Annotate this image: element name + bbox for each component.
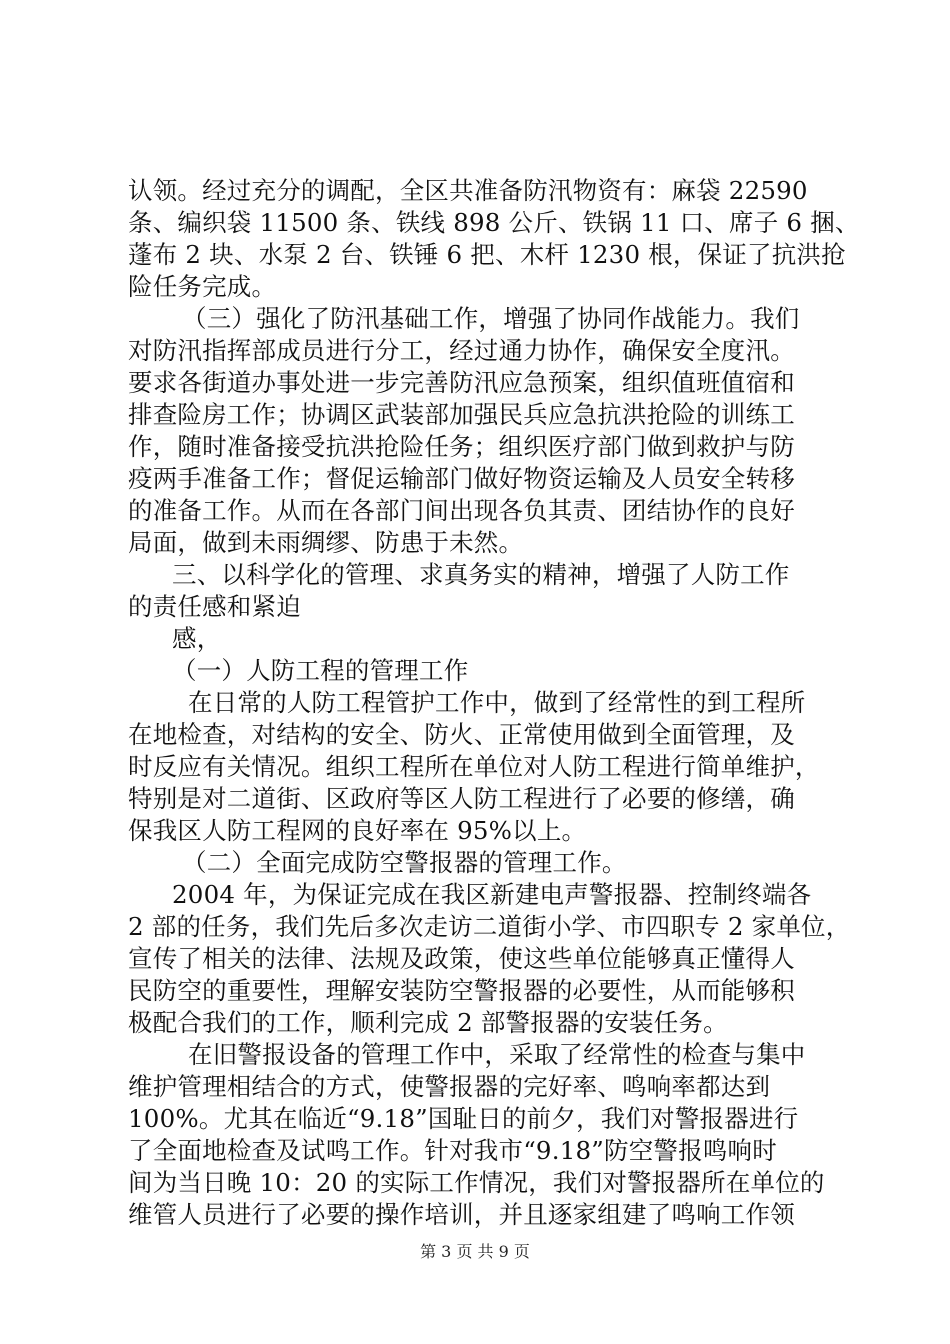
text-line: 间为当日晚 10：20 的实际工作情况，我们对警报器所在单位的 [128,1168,825,1197]
text-line: （三）强化了防汛基础工作，增强了协同作战能力。我们 [182,304,800,333]
text-line: 局面，做到未雨绸缪、防患于未然。 [128,528,524,557]
text-line: 疫两手准备工作；督促运输部门做好物资运输及人员安全转移 [128,464,795,493]
text-line: 要求各街道办事处进一步完善防汛应急预案，组织值班值宿和 [128,368,795,397]
text-line: 2 部的任务，我们先后多次走访二道街小学、市四职专 2 家单位， [128,912,851,941]
text-line: 排查险房工作；协调区武装部加强民兵应急抗洪抢险的训练工 [128,400,795,429]
text-line: 民防空的重要性，理解安装防空警报器的必要性，从而能够积 [128,976,795,1005]
text-line: 时反应有关情况。组织工程所在单位对人防工程进行简单维护， [128,752,820,781]
text-line: 的准备工作。从而在各部门间出现各负其责、团结协作的良好 [128,496,795,525]
text-line: 了全面地检查及试鸣工作。针对我市“9.18”防空警报鸣响时 [128,1136,777,1165]
text-line: 在旧警报设备的管理工作中，采取了经常性的检查与集中 [188,1040,806,1069]
text-line: 保我区人防工程网的良好率在 95%以上。 [128,816,587,845]
text-line: 的责任感和紧迫 [128,592,301,621]
text-line: 在日常的人防工程管护工作中，做到了经常性的到工程所 [188,688,806,717]
text-line: 维管人员进行了必要的操作培训，并且逐家组建了鸣响工作领 [128,1200,795,1229]
subsection-heading: （二）全面完成防空警报器的管理工作。 [182,848,627,877]
text-line: 感， [172,624,222,653]
text-line: 维护管理相结合的方式，使警报器的完好率、鸣响率都达到 [128,1072,771,1101]
text-line: 条、编织袋 11500 条、铁线 898 公斤、铁锅 11 口、席子 6 捆、 [128,208,860,237]
text-line: 100%。尤其在临近“9.18”国耻日的前夕，我们对警报器进行 [128,1104,799,1133]
text-line: 蓬布 2 块、水泵 2 台、铁锤 6 把、木杆 1230 根，保证了抗洪抢 [128,240,846,269]
text-line: 作，随时准备接受抗洪抢险任务；组织医疗部门做到救护与防 [128,432,795,461]
text-line: 在地检查，对结构的安全、防火、正常使用做到全面管理，及 [128,720,795,749]
text-line: 特别是对二道街、区政府等区人防工程进行了必要的修缮，确 [128,784,795,813]
text-line: 险任务完成。 [128,272,277,301]
text-line: 极配合我们的工作，顺利完成 2 部警报器的安装任务。 [128,1008,728,1037]
text-line: 对防汛指挥部成员进行分工，经过通力协作，确保安全度汛。 [128,336,795,365]
document-body [128,175,860,1231]
subsection-heading: （一）人防工程的管理工作 [172,656,469,685]
text-line: 2004 年，为保证完成在我区新建电声警报器、控制终端各 [172,880,812,909]
section-heading: 三、以科学化的管理、求真务实的精神，增强了人防工作 [172,560,790,589]
text-line: 认领。经过充分的调配，全区共准备防汛物资有：麻袋 22590 [128,176,808,205]
text-line: 宣传了相关的法律、法规及政策，使这些单位能够真正懂得人 [128,944,795,973]
page-number-footer: 第 3 页 共 9 页 [420,1242,530,1261]
